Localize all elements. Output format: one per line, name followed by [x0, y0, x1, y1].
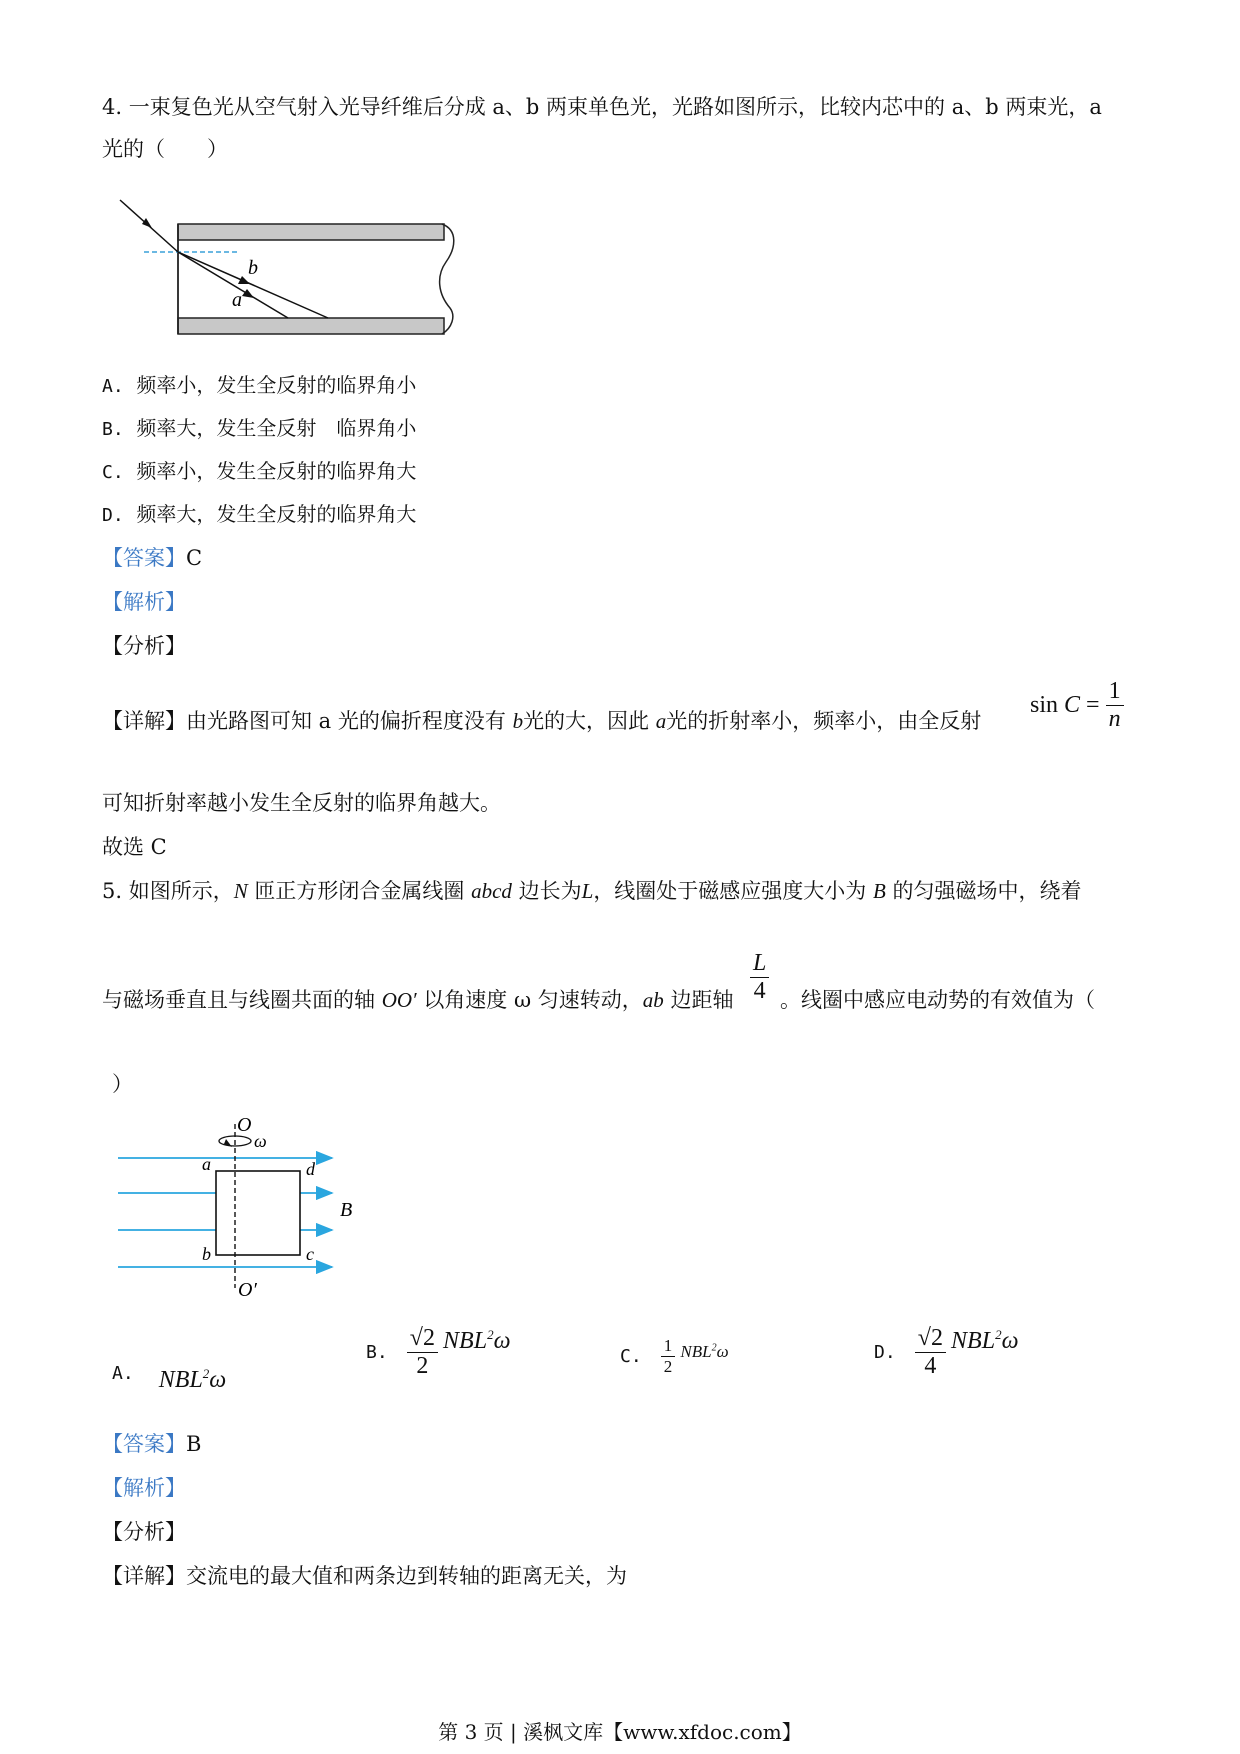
q5-jiexi-tag: 【解析】 [102, 1476, 186, 1500]
q5-option-d[interactable] [874, 1325, 1019, 1380]
q5-option-a[interactable] [112, 1358, 227, 1393]
option-text: 频率小，发生全反射的临界角大 [136, 459, 417, 483]
detail-text: 光的大，因此 [523, 709, 650, 733]
stem-text: 5. 如图所示， [102, 879, 234, 903]
expr-nbl: NBL [951, 1327, 996, 1354]
detail-tag: 【详解】 [102, 1564, 186, 1588]
fig-label-c: c [306, 1244, 314, 1264]
q4-figure-label-a: a [232, 289, 242, 311]
option-letter: D. [102, 505, 124, 526]
q4-detail-line1 [102, 706, 981, 736]
q5-stem-line3: ） [112, 1072, 133, 1096]
formula-c: C [1064, 692, 1081, 718]
detail-tag: 【详解】 [102, 709, 186, 733]
fraction-denominator: 2 [416, 1353, 429, 1379]
q4-stem-line1: 4. 一束复色光从空气射入光导纤维后分成 a、b 两束单色光，光路如图所示，比较内芯中的 a、b 两束光，a [102, 95, 1102, 119]
stem-text: 以角速度 ω 匀速转动， [423, 988, 643, 1012]
expr-omega: ω [493, 1327, 511, 1354]
q4-option-c[interactable] [102, 456, 416, 488]
answer-tag: 【答案】 [102, 546, 186, 570]
fraction-numerator: L [750, 950, 769, 978]
detail-text: 交流电的最大值和两条边到转轴的距离无关，为 [186, 1564, 627, 1588]
fig-label-o-prime: O′ [238, 1279, 257, 1300]
q4-option-d[interactable] [102, 499, 416, 531]
answer-value: C [186, 546, 203, 570]
stem-text: ，线圈处于磁感应强度大小为 [593, 879, 867, 903]
fig-label-b: b [202, 1244, 211, 1264]
q5-stem-line2-end: 。线圈中感应电动势的有效值为（ [780, 988, 1095, 1012]
q5-stem-line1 [102, 876, 1082, 906]
fig-label-omega: ω [254, 1131, 267, 1151]
detail-var-b: b [512, 709, 524, 733]
q4-option-a[interactable] [102, 370, 416, 402]
stem-var-axis: OO′ [381, 988, 417, 1012]
q4-conclusion: 故选 C [102, 835, 167, 859]
q5-option-b[interactable] [366, 1325, 511, 1380]
expr-sup: 2 [487, 1326, 494, 1342]
expr-omega: ω [209, 1367, 227, 1393]
q4-fenxi-tag: 【分析】 [102, 634, 186, 658]
q4-figure-label-b: b [248, 257, 258, 279]
stem-var-b: B [873, 879, 886, 903]
fraction-denominator: 4 [924, 1353, 937, 1379]
formula-sin: sin [1030, 692, 1059, 718]
stem-text: 的匀强磁场中，绕着 [892, 879, 1082, 903]
fraction [750, 950, 769, 1005]
stem-var-n: N [233, 879, 248, 903]
option-fraction [915, 1325, 946, 1380]
q4-stem-line2: 光的（ ） [102, 137, 228, 161]
q4-optical-fiber-figure [100, 190, 470, 340]
fig-label-a: a [202, 1154, 211, 1174]
expr-omega: ω [716, 1341, 729, 1361]
expr-nbl: NBL [680, 1341, 712, 1361]
option-letter: A. [102, 376, 124, 397]
formula-eq: = [1086, 692, 1100, 718]
expr-omega: ω [1001, 1327, 1019, 1354]
fraction-denominator: 4 [753, 978, 766, 1004]
fig-label-o: O [237, 1114, 252, 1136]
option-fraction [407, 1325, 438, 1380]
stem-var-ab: ab [642, 988, 664, 1012]
option-letter: B. [102, 419, 124, 440]
q4-detail-line2: 可知折射率越小发生全反射的临界角越大。 [102, 791, 501, 815]
expr-sup: 2 [995, 1326, 1002, 1342]
option-text: 频率大，发生全反射 临界角小 [136, 416, 417, 440]
option-letter: A. [112, 1363, 134, 1384]
q5-detail [102, 1561, 627, 1591]
detail-var-a: a [655, 709, 667, 733]
q4-critical-angle-formula [1030, 678, 1124, 733]
q5-fenxi-tag: 【分析】 [102, 1520, 186, 1544]
option-fraction [661, 1336, 676, 1377]
detail-text: 由光路图可知 a 光的偏折程度没有 [186, 709, 506, 733]
fig-label-d: d [306, 1159, 315, 1179]
fraction-numerator: √2 [407, 1325, 438, 1353]
option-expr [680, 1342, 728, 1361]
expr-sup: 2 [202, 1366, 210, 1381]
stem-text: 边距轴 [670, 988, 734, 1012]
q5-quarter-fraction [750, 950, 769, 1005]
option-expr [951, 1328, 1018, 1354]
page-footer: 第 3 页 | 溪枫文库【www.xfdoc.com】 [438, 1720, 802, 1744]
option-letter: D. [874, 1342, 896, 1363]
option-letter: C. [620, 1346, 642, 1367]
q5-option-c[interactable] [620, 1336, 729, 1377]
option-text: 频率小，发生全反射的临界角小 [136, 373, 417, 397]
q5-stem-line2 [102, 985, 733, 1015]
expr-nbl: NBL [158, 1367, 203, 1393]
stem-var-l: L [581, 879, 594, 903]
q4-jiexi-tag: 【解析】 [102, 590, 186, 614]
fraction-denominator: 2 [663, 1357, 673, 1376]
q5-answer [102, 1429, 201, 1459]
option-expr [159, 1367, 226, 1393]
q4-option-b[interactable] [102, 413, 416, 445]
answer-value: B [186, 1432, 202, 1456]
option-letter: B. [366, 1342, 388, 1363]
fraction-numerator: 1 [1106, 678, 1124, 706]
detail-text: 光的折射率小，频率小，由全反射 [666, 709, 982, 733]
stem-text: 边长为 [518, 879, 582, 903]
q5-rotating-coil-figure [110, 1110, 370, 1300]
stem-var-abcd: abcd [471, 879, 512, 903]
fraction-denominator: n [1108, 706, 1121, 732]
option-letter: C. [102, 462, 124, 483]
stem-text: 匝正方形闭合金属线圈 [254, 879, 465, 903]
option-expr [443, 1328, 510, 1354]
expr-nbl: NBL [443, 1327, 488, 1354]
expr-sup: 2 [711, 1341, 717, 1353]
formula-fraction [1106, 678, 1124, 733]
q4-answer [102, 543, 202, 573]
option-text: 频率大，发生全反射的临界角大 [136, 502, 417, 526]
answer-tag: 【答案】 [102, 1432, 186, 1456]
fraction-numerator: √2 [915, 1325, 946, 1353]
stem-text: 与磁场垂直且与线圈共面的轴 [102, 988, 375, 1012]
fig-label-b-field: B [340, 1199, 353, 1221]
fraction-numerator: 1 [661, 1336, 676, 1357]
